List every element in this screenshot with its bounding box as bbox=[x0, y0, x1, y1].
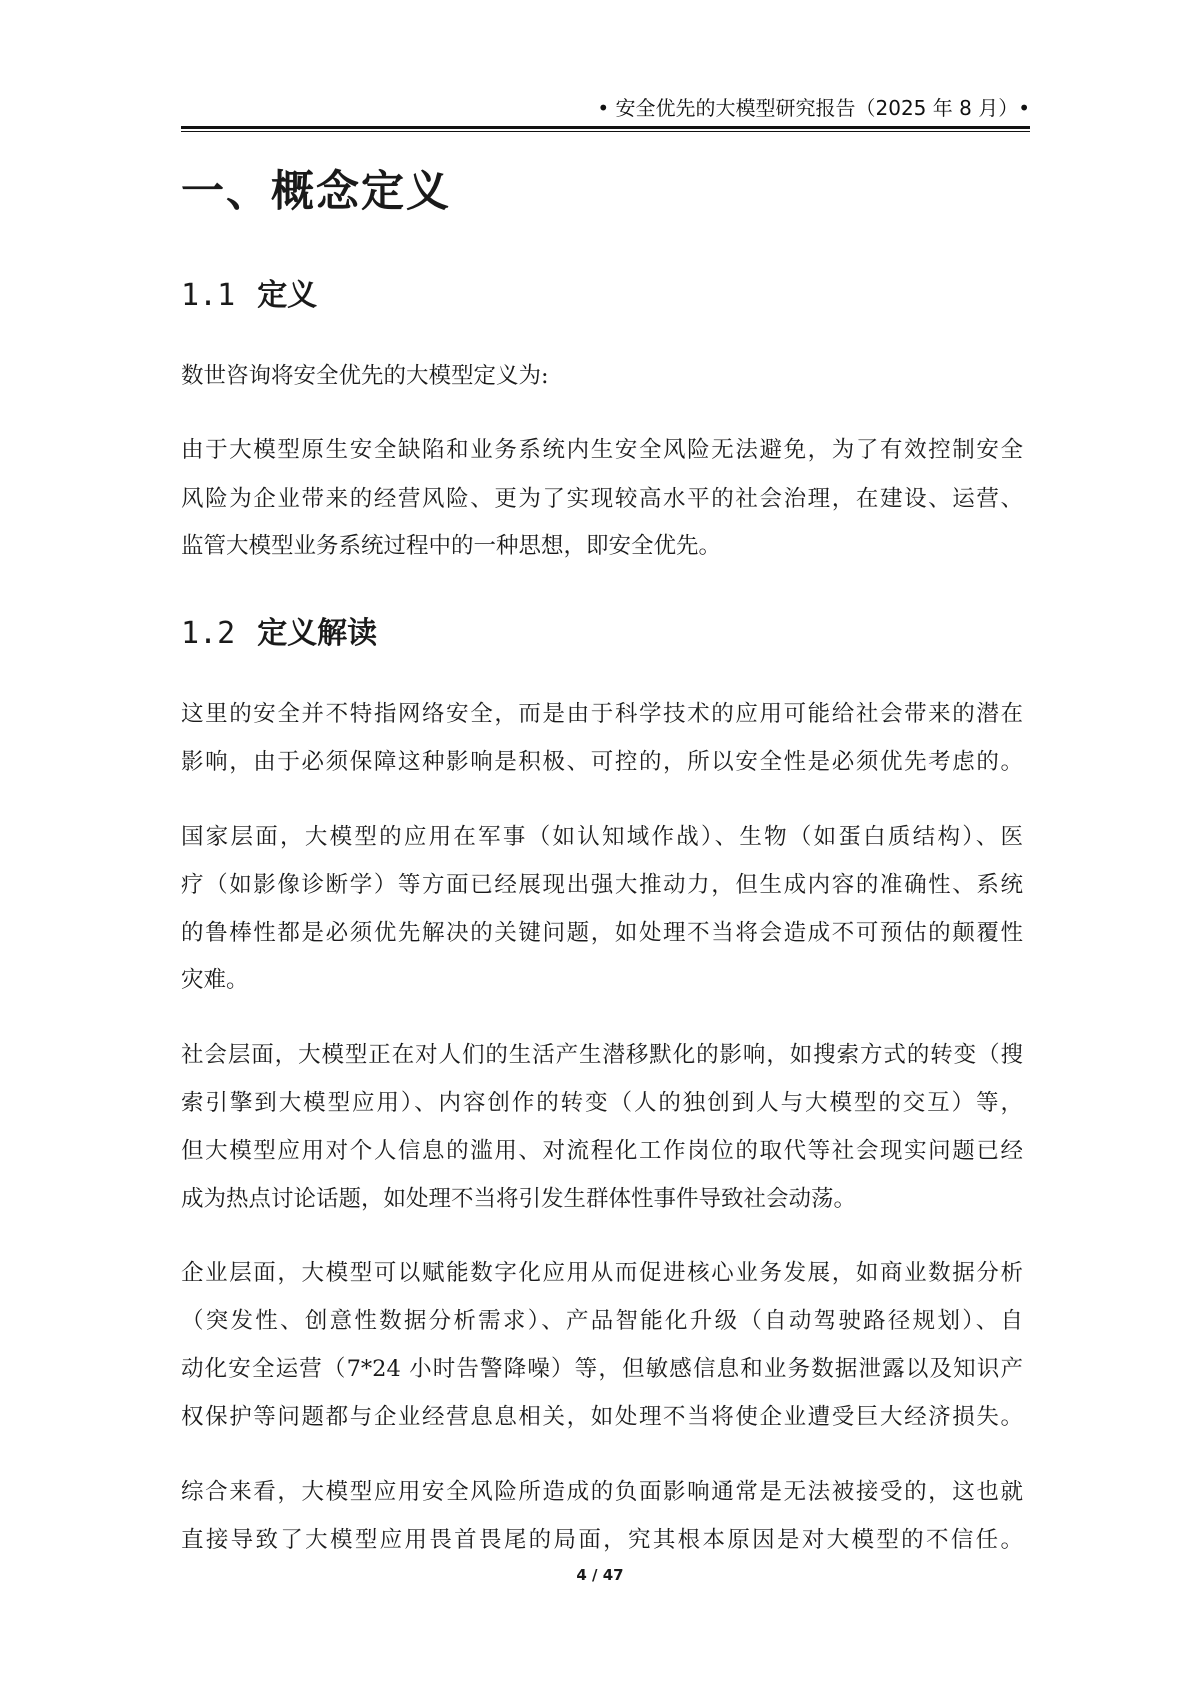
paragraph-line: 索引擎到大模型应用）、内容创作的转变（人的独创到人与大模型的交互）等， bbox=[181, 1090, 1023, 1116]
paragraph-line: 成为热点讨论话题，如处理不当将引发生群体性事件导致社会动荡。 bbox=[181, 1186, 857, 1212]
paragraph-line: 社会层面，大模型正在对人们的生活产生潜移默化的影响，如搜索方式的转变（搜 bbox=[181, 1042, 1023, 1068]
section-number: 1.1 bbox=[181, 278, 236, 313]
paragraph-line: 影响，由于必须保障这种影响是积极、可控的，所以安全性是必须优先考虑的。 bbox=[181, 749, 1023, 775]
section-heading-1-2 bbox=[181, 608, 377, 652]
section-number: 1.2 bbox=[181, 616, 236, 651]
header-rule-thin bbox=[181, 131, 1030, 132]
paragraph-line: （突发性、创意性数据分析需求）、产品智能化升级（自动驾驶路径规划）、自 bbox=[181, 1308, 1023, 1334]
paragraph-line: 监管大模型业务系统过程中的一种思想，即安全优先。 bbox=[181, 533, 722, 559]
paragraph-line: 直接导致了大模型应用畏首畏尾的局面，究其根本原因是对大模型的不信任。 bbox=[181, 1527, 1023, 1553]
chapter-title: 一、概念定义 bbox=[181, 167, 451, 217]
paragraph-line: 企业层面，大模型可以赋能数字化应用从而促进核心业务发展，如商业数据分析 bbox=[181, 1260, 1023, 1286]
paragraph-line: 灾难。 bbox=[181, 967, 249, 993]
paragraph-line: 国家层面，大模型的应用在军事（如认知域作战）、生物（如蛋白质结构）、医 bbox=[181, 824, 1023, 850]
paragraph-line: 综合来看，大模型应用安全风险所造成的负面影响通常是无法被接受的，这也就 bbox=[181, 1479, 1023, 1505]
paragraph-line: 数世咨询将安全优先的大模型定义为: bbox=[181, 363, 549, 389]
page-number: 4 / 47 bbox=[576, 1566, 624, 1584]
paragraph-line: 疗（如影像诊断学）等方面已经展现出强大推动力，但生成内容的准确性、系统 bbox=[181, 872, 1023, 898]
paragraph-line: 但大模型应用对个人信息的滥用、对流程化工作岗位的取代等社会现实问题已经 bbox=[181, 1138, 1023, 1164]
paragraph-line: 动化安全运营（7*24 小时告警降噪）等，但敏感信息和业务数据泄露以及知识产 bbox=[181, 1356, 1023, 1382]
paragraph-line: 风险为企业带来的经营风险、更为了实现较高水平的社会治理，在建设、运营、 bbox=[181, 486, 1023, 512]
header-rule bbox=[181, 126, 1030, 129]
paragraph-line: 这里的安全并不特指网络安全，而是由于科学技术的应用可能给社会带来的潜在 bbox=[181, 701, 1023, 727]
paragraph-line: 由于大模型原生安全缺陷和业务系统内生安全风险无法避免，为了有效控制安全 bbox=[181, 437, 1023, 463]
running-header: • 安全优先的大模型研究报告（2025 年 8 月）• bbox=[597, 96, 1030, 120]
paragraph-line: 的鲁棒性都是必须优先解决的关键问题，如处理不当将会造成不可预估的颠覆性 bbox=[181, 920, 1023, 946]
paragraph-line: 权保护等问题都与企业经营息息相关，如处理不当将使企业遭受巨大经济损失。 bbox=[181, 1404, 1023, 1430]
section-title: 定义解读 bbox=[257, 616, 378, 651]
section-title: 定义 bbox=[257, 278, 318, 313]
section-heading-1-1 bbox=[181, 270, 317, 314]
